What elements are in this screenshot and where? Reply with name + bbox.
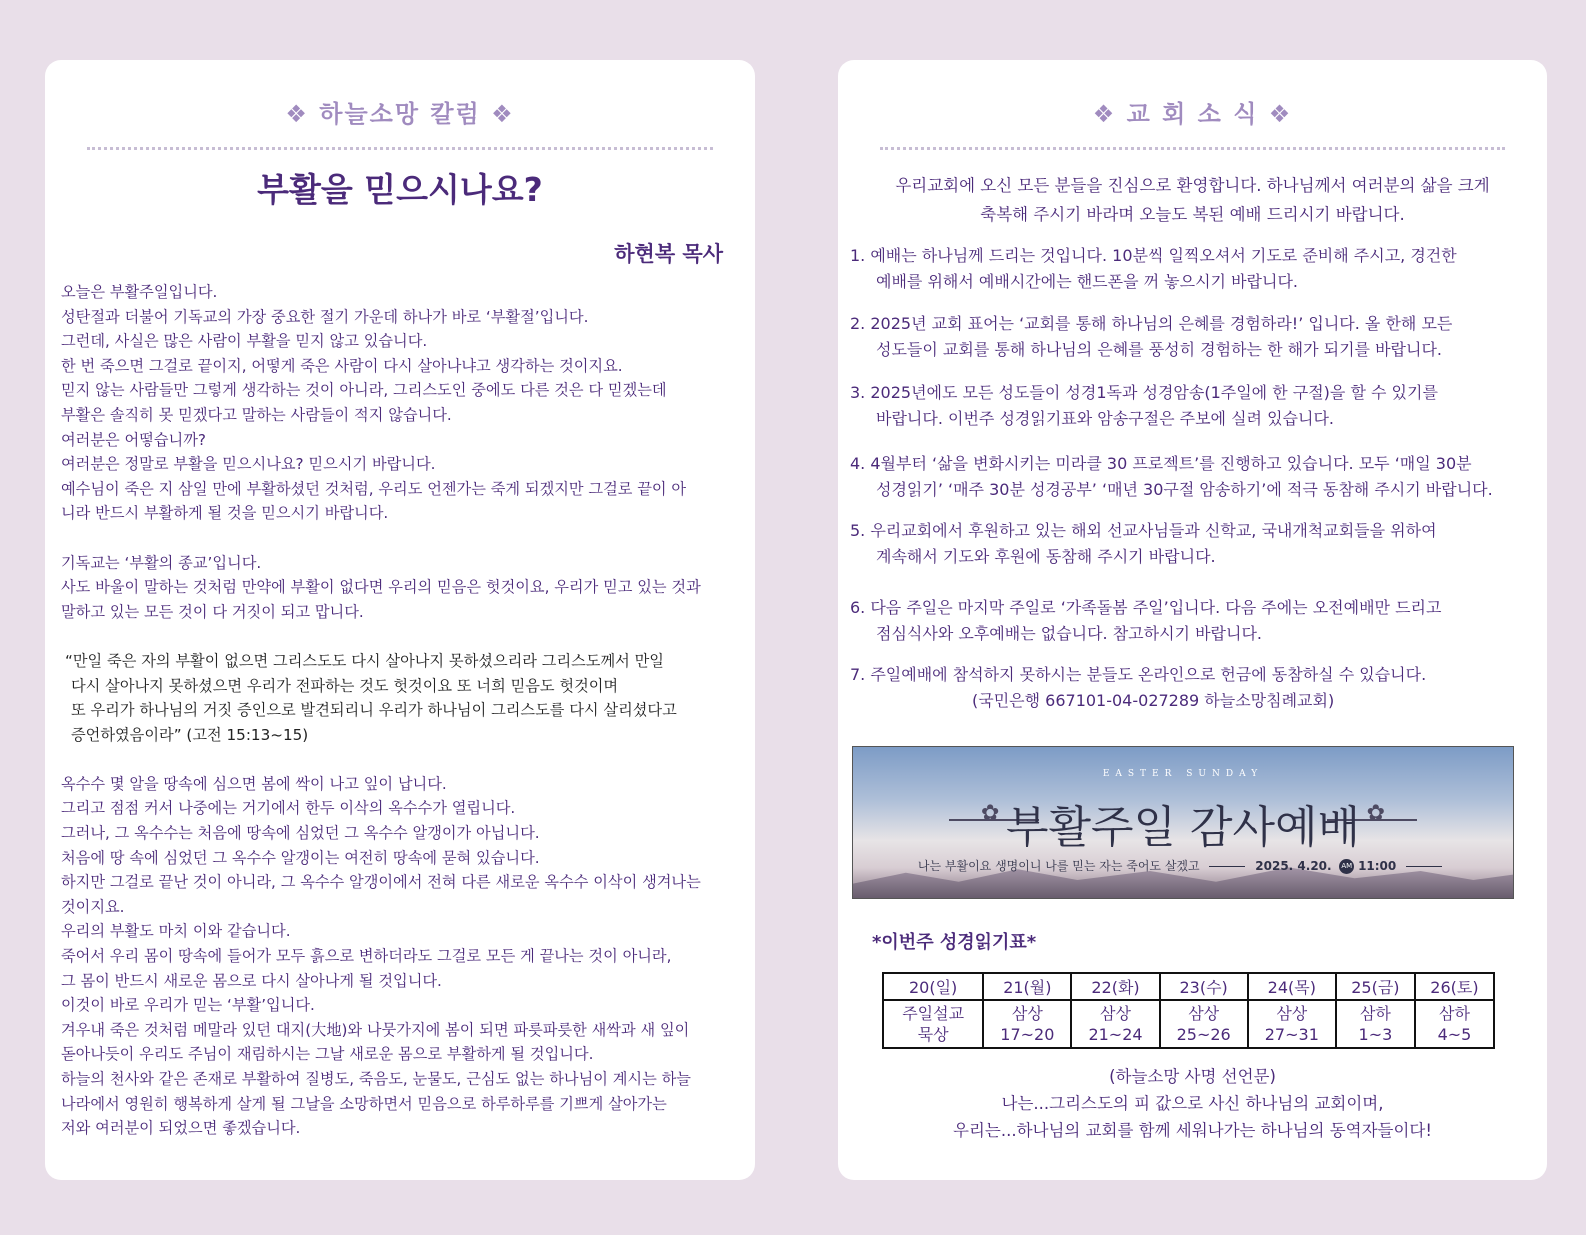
banner-title: 부활주일 감사예배 (1005, 802, 1361, 853)
reading-cell (983, 1000, 1071, 1048)
news-card (838, 60, 1547, 1180)
news-item (850, 662, 1539, 714)
news-item (850, 311, 1539, 363)
column-line: 하늘의 천사와 같은 존재로 부활하여 질병도, 죽음도, 눈물도, 근심도 없는 하나님이 계시는 하늘 (61, 1070, 691, 1088)
news-item-line: 예배를 위해서 예배시간에는 핸드폰을 꺼 놓으시기 바랍니다. (876, 272, 1299, 291)
column-line: 예수님이 죽은 지 삼일 만에 부활하셨던 것처럼, 우리도 언젠가는 죽게 되겠지만 그걸로 끝이 아 (61, 479, 687, 498)
reading-book: 삼하 (1359, 1004, 1391, 1023)
column-line: 여러분은 어떻습니까? (61, 430, 206, 449)
reading-cell (1160, 1000, 1248, 1048)
column-line: 오늘은 부활주일입니다. (61, 283, 218, 301)
news-item-line: 계속해서 기도와 후원에 동참해 주시기 바랍니다. (876, 547, 1216, 566)
reading-plan-table (882, 972, 1495, 1049)
dotted-divider (880, 147, 1505, 150)
column-line: 것이지요. (61, 897, 125, 916)
news-item-line: 점심식사와 오후예배는 없습니다. 참고하시기 바랍니다. (876, 624, 1263, 643)
news-item-line: 바랍니다. 이번주 성경읽기표와 암송구절은 주보에 실려 있습니다. (876, 409, 1335, 428)
am-badge: AM (1339, 859, 1354, 874)
scripture-quote-line: 또 우리가 하나님의 거짓 증인으로 발견되리니 우리가 하나님이 그리스도를 다시 살리셨다고 (71, 701, 677, 720)
banner-dash (1406, 866, 1442, 867)
reading-cell (1336, 1000, 1415, 1048)
reading-chapters: 17~20 (1000, 1025, 1055, 1044)
news-item (850, 595, 1539, 647)
reading-day-header: 26(토) (1415, 973, 1494, 1000)
column-line: 저와 여러분이 되었으면 좋겠습니다. (61, 1119, 301, 1138)
mission-line: 우리는...하나님의 교회를 함께 세워나가는 하나님의 동역자들이다! (953, 1121, 1432, 1140)
column-line: 하지만 그걸로 끝난 것이 아니라, 그 옥수수 알갱이에서 전혀 다른 새로운 옥수수 이삭이 생겨나는 (61, 873, 701, 892)
news-item-line: 7. 주일예배에 참석하지 못하시는 분들도 온라인으로 헌금에 동참하실 수 있습니다. (850, 665, 1427, 684)
column-line: 믿지 않는 사람들만 그렇게 생각하는 것이 아니라, 그리스도인 중에도 다른 것은 다 믿겠는데 (61, 381, 667, 400)
news-item (850, 243, 1539, 295)
column-line: 그 몸이 반드시 새로운 몸으로 다시 살아나게 될 것입니다. (61, 971, 442, 990)
column-line: 니라 반드시 부활하게 될 것을 믿으시기 바랍니다. (61, 504, 389, 523)
news-item-line: 4. 4월부터 ‘삶을 변화시키는 미라클 30 프로젝트’를 진행하고 있습니다. 모두 ‘매일 30분 (850, 454, 1472, 473)
scripture-quote-line: “만일 죽은 자의 부활이 없으면 그리스도도 다시 살아나지 못하셨으리라 그리스도께서 만일 (65, 651, 664, 670)
news-item-line: 5. 우리교회에서 후원하고 있는 해외 선교사님들과 신학교, 국내개척교회들을 위하여 (850, 521, 1437, 540)
column-line: 여러분은 정말로 부활을 믿으시나요? 믿으시기 바랍니다. (61, 455, 436, 474)
column-line: 그런데, 사실은 많은 사람이 부활을 믿지 않고 있습니다. (61, 332, 428, 351)
reading-book: 주일설교 (902, 1004, 965, 1023)
column-line: 나라에서 영원히 행복하게 살게 될 그날을 소망하면서 믿음으로 하루하루를 기쁘게 살아가는 (61, 1094, 667, 1113)
news-section-title: ❖ 교 회 소 식 ❖ (1092, 100, 1293, 128)
reading-chapters: 25~26 (1176, 1025, 1231, 1044)
banner-verse: 나는 부활이요 생명이니 나를 믿는 자는 죽어도 살겠고 (917, 859, 1200, 873)
reading-day-header: 25(금) (1336, 973, 1415, 1000)
news-item-line: 1. 예배는 하나님께 드리는 것입니다. 10분씩 일찍오셔서 기도로 준비해 주시고, 경건한 (850, 246, 1457, 265)
paragraph-gap (61, 624, 741, 649)
welcome-line: 우리교회에 오신 모든 분들을 진심으로 환영합니다. 하나님께서 여러분의 삶을 크게 (895, 176, 1490, 195)
reading-cell (1415, 1000, 1494, 1048)
column-line: 겨우내 죽은 것처럼 메말라 있던 대지(大地)와 나뭇가지에 봄이 되면 파릇파릇한 새싹과 새 잎이 (61, 1020, 690, 1039)
reading-chapters: 묵상 (917, 1025, 949, 1044)
welcome-message (838, 171, 1547, 229)
reading-day-header: 20(일) (883, 973, 983, 1000)
column-title: 부활을 믿으시나요? (257, 170, 543, 209)
news-item-line: 성도들이 교회를 통해 하나님의 은혜를 풍성히 경험하는 한 해가 되기를 바랍니다. (876, 340, 1442, 359)
column-author: 하현복 목사 (614, 242, 723, 266)
column-line: 그러나, 그 옥수수는 처음에 땅속에 심었던 그 옥수수 알갱이가 아닙니다. (61, 824, 540, 843)
banner-eyebrow: EASTER SUNDAY (1102, 769, 1264, 779)
mission-statement (838, 1063, 1547, 1144)
mission-title: (하늘소망 사명 선언문) (1109, 1067, 1276, 1086)
reading-book: 삼하 (1439, 1004, 1470, 1023)
scripture-quote-line: 증언하였음이라” (고전 15:13~15) (71, 725, 309, 744)
reading-chapters: 1~3 (1358, 1025, 1393, 1044)
reading-book: 삼상 (1188, 1004, 1220, 1023)
banner-footer (853, 857, 1513, 874)
news-item-line: 6. 다음 주일은 마지막 주일로 ‘가족돌봄 주일’입니다. 다음 주에는 오전예배만 드리고 (850, 598, 1442, 617)
banner-date: 2025. 4.20. (1255, 859, 1332, 873)
column-line: 한 번 죽으면 그걸로 끝이지, 어떻게 죽은 사람이 다시 살아나냐고 생각하는 것이지요. (61, 356, 623, 375)
reading-book: 삼상 (1011, 1004, 1043, 1023)
column-card (45, 60, 755, 1180)
column-line: 성탄절과 더불어 기독교의 가장 중요한 절기 가운데 하나가 바로 ‘부활절’입니다. (61, 307, 589, 326)
reading-day-header: 21(월) (983, 973, 1071, 1000)
paragraph-gap (61, 747, 741, 772)
flower-icon: ✿ (1366, 801, 1385, 826)
column-line: 처음에 땅 속에 심었던 그 옥수수 알갱이는 여전히 땅속에 묻혀 있습니다. (61, 848, 540, 867)
reading-plan-row (883, 1000, 1494, 1048)
reading-plan-header-row (883, 973, 1494, 1000)
reading-plan-title: *이번주 성경읽기표* (872, 932, 1037, 953)
column-line: 죽어서 우리 몸이 땅속에 들어가 모두 흙으로 변하더라도 그걸로 모든 게 끝나는 것이 아니라, (61, 947, 672, 966)
column-line: 돋아나듯이 우리도 주님이 재림하시는 그날 새로운 몸으로 부활하게 될 것입니다. (61, 1045, 594, 1064)
reading-day-header: 24(목) (1248, 973, 1336, 1000)
column-line: 부활은 솔직히 못 믿겠다고 말하는 사람들이 적지 않습니다. (61, 405, 452, 424)
scripture-quote-line: 다시 살아나지 못하셨으면 우리가 전파하는 것도 헛것이요 또 너희 믿음도 헛것이며 (71, 676, 619, 695)
column-line: 사도 바울이 말하는 것처럼 만약에 부활이 없다면 우리의 믿음은 헛것이요, 우리가 믿고 있는 것과 (61, 578, 701, 597)
news-item (850, 518, 1539, 570)
reading-day-header: 22(화) (1071, 973, 1159, 1000)
reading-chapters: 21~24 (1088, 1025, 1143, 1044)
banner-dash (1209, 866, 1245, 867)
column-body (61, 280, 741, 1141)
reading-book: 삼상 (1276, 1004, 1308, 1023)
column-line: 기독교는 ‘부활의 종교’입니다. (61, 553, 262, 572)
news-item-line: 2. 2025년 교회 표어는 ‘교회를 통해 하나님의 은혜를 경험하라!’ 입니다. 올 한해 모든 (850, 314, 1453, 333)
reading-chapters: 27~31 (1264, 1025, 1319, 1044)
welcome-line: 축복해 주시기 바라며 오늘도 복된 예배 드리시기 바랍니다. (980, 205, 1405, 224)
reading-book: 삼상 (1100, 1004, 1131, 1023)
reading-day-header: 23(수) (1160, 973, 1248, 1000)
column-section-title: ❖ 하늘소망 칼럼 ❖ (285, 100, 515, 128)
news-item-line: 3. 2025년에도 모든 성도들이 성경1독과 성경암송(1주일에 한 구절)을 할 수 있기를 (850, 383, 1438, 402)
column-line: 옥수수 몇 알을 땅속에 심으면 봄에 싹이 나고 잎이 납니다. (61, 774, 447, 793)
column-line: 우리의 부활도 마치 이와 같습니다. (61, 922, 291, 941)
reading-cell (1071, 1000, 1159, 1048)
flower-icon: ✿ (981, 801, 1000, 826)
reading-cell (883, 1000, 983, 1048)
banner-time: 11:00 (1358, 859, 1397, 873)
news-item (850, 451, 1539, 503)
column-line: 이것이 바로 우리가 믿는 ‘부활’입니다. (61, 996, 315, 1015)
column-line: 그리고 점점 커서 나중에는 거기에서 한두 이삭의 옥수수가 열립니다. (61, 799, 516, 818)
reading-cell (1248, 1000, 1336, 1048)
bank-account: (국민은행 667101-04-027289 하늘소망침례교회) (972, 691, 1335, 710)
column-line: 말하고 있는 모든 것이 다 거짓이 되고 맙니다. (61, 602, 364, 621)
mission-line: 나는...그리스도의 피 값으로 사신 하나님의 교회이며, (1001, 1094, 1384, 1113)
paragraph-gap (61, 526, 741, 551)
easter-banner (852, 746, 1514, 899)
reading-chapters: 4~5 (1437, 1025, 1472, 1044)
dotted-divider (87, 147, 713, 150)
news-item-line: 성경읽기’ ‘매주 30분 성경공부’ ‘매년 30구절 암송하기’에 적극 동참해 주시기 바랍니다. (876, 480, 1493, 499)
news-item (850, 380, 1539, 432)
